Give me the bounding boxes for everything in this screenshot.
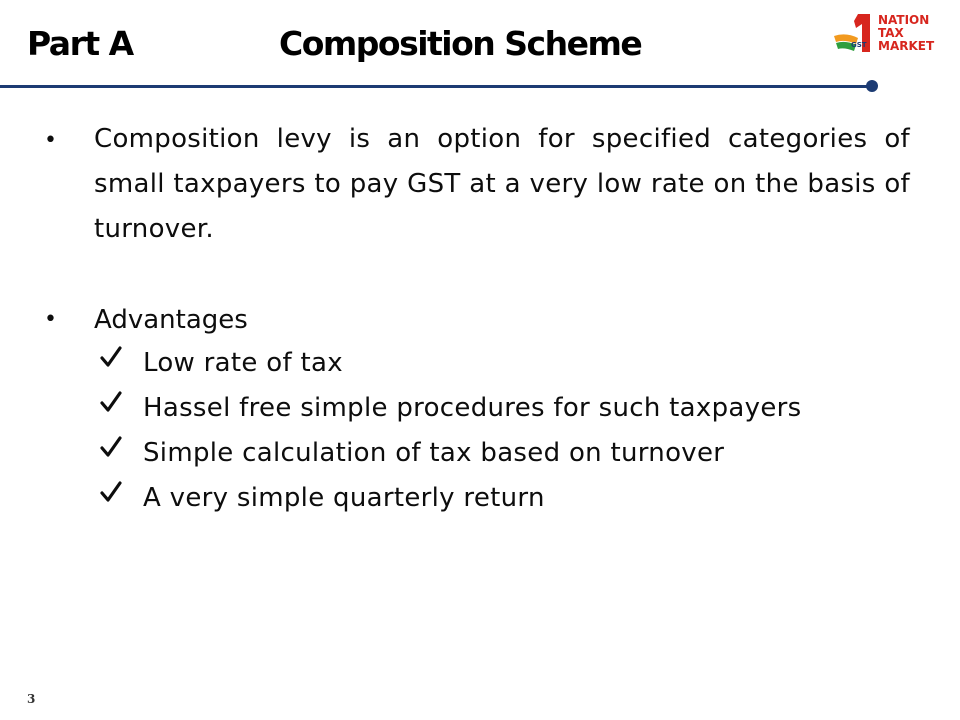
logo-line-1: NATION [878,13,930,27]
logo-gst-badge: GST [851,41,867,49]
bullet-point-1: • [44,128,57,153]
slide-title: Composition Scheme [279,24,642,63]
advantage-text: Hassel free simple procedures for such taxpayers [143,393,802,423]
advantages-heading: Advantages [94,305,248,335]
part-label: Part A [27,24,133,63]
checkmark-icon [100,390,122,414]
checkmark-icon [100,480,122,504]
advantage-text: A very simple quarterly return [143,483,545,513]
page-number: 3 [27,692,36,706]
checkmark-icon [100,435,122,459]
logo-line-3: MARKET [878,39,935,53]
bullet-point-2: • [44,307,57,332]
composition-levy-paragraph: Composition levy is an option for specified categories of small taxpayers to pay GST at a very low rate on the basis of turnover. [94,124,910,244]
advantage-text: Low rate of tax [143,348,343,378]
logo-line-2: TAX [878,26,904,40]
checkmark-icon [100,345,122,369]
advantage-text: Simple calculation of tax based on turnover [143,438,725,468]
